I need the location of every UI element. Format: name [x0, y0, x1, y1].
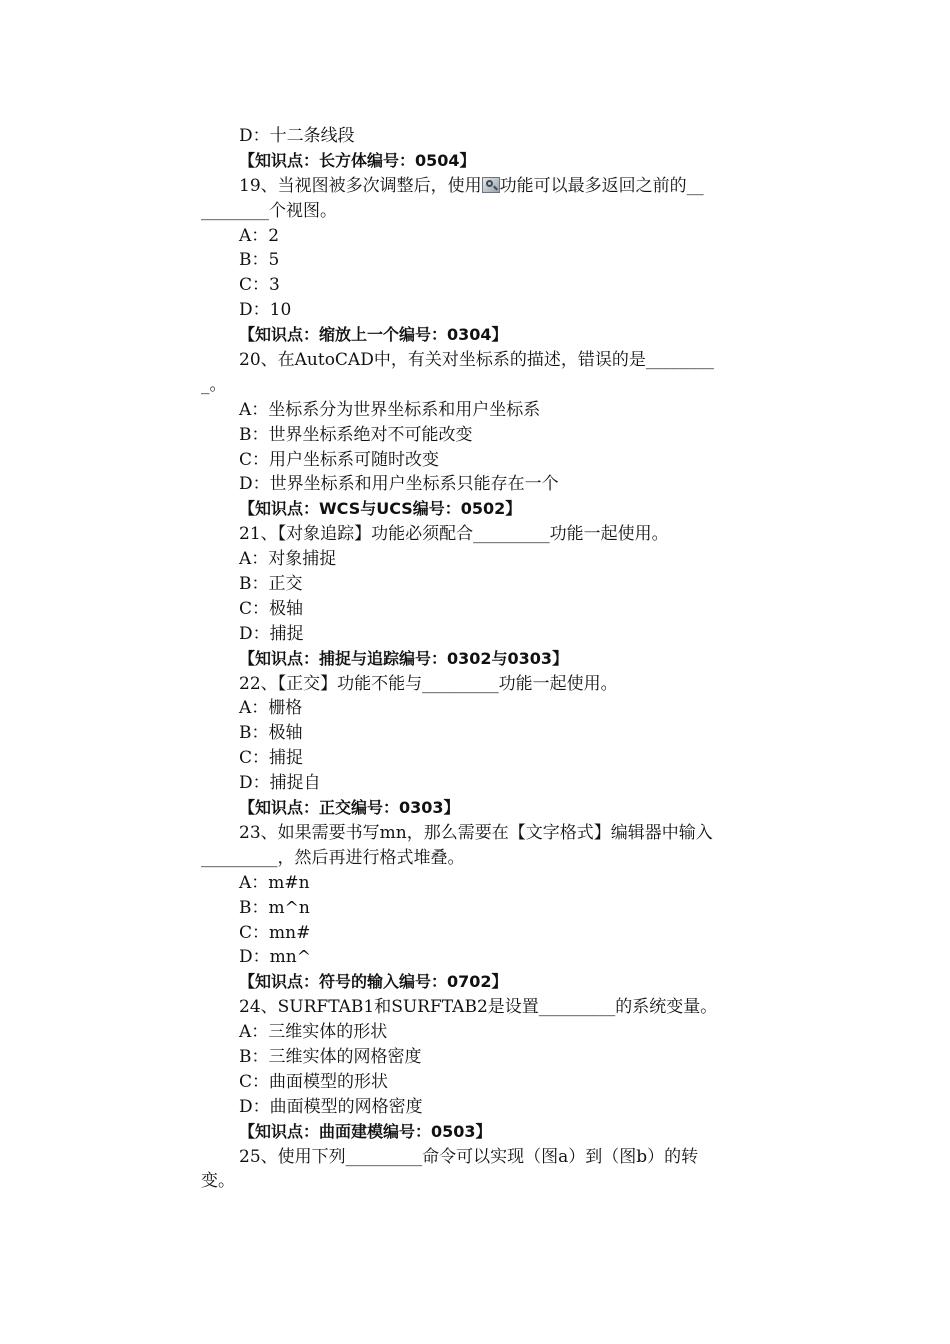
option-line: A：对象捕捉: [239, 549, 337, 570]
question-line: 24、SURFTAB1和SURFTAB2是设置_________的系统变量。: [239, 997, 718, 1018]
question-list: [201, 124, 766, 1194]
option-line: D：mn^: [239, 947, 311, 968]
option-line: D：捕捉: [239, 623, 304, 644]
question-continuation-line: ________个视图。: [201, 200, 337, 221]
question-text: 功能可以最多返回之前的__: [499, 175, 704, 196]
option-line: D：捕捉自: [239, 773, 321, 794]
question-line: 25、使用下列_________命令可以实现（图a）到（图b）的转: [239, 1146, 699, 1167]
option-line: D：曲面模型的网格密度: [239, 1096, 423, 1117]
option-line: C：mn#: [239, 922, 311, 943]
option-line: A：栅格: [239, 698, 303, 719]
knowledge-point-line: 【知识点：曲面建模编号：0503】: [239, 1121, 492, 1141]
question-text: 19、当视图被多次调整后，使用: [239, 175, 482, 196]
knowledge-point-line: 【知识点：正交编号：0303】: [239, 798, 460, 818]
option-line: A：三维实体的形状: [239, 1022, 388, 1043]
question-line: 23、如果需要书写mn，那么需要在【文字格式】编辑器中输入: [239, 822, 713, 843]
knowledge-point-line: 【知识点：缩放上一个编号：0304】: [239, 325, 508, 345]
question-line: [201, 174, 766, 199]
knowledge-point-line: 【知识点：长方体编号：0504】: [239, 150, 476, 170]
option-line: D：10: [239, 300, 292, 321]
question-line: 20、在AutoCAD中，有关对坐标系的描述，错误的是________: [239, 350, 714, 371]
knowledge-point-line: 【知识点：WCS与UCS编号：0502】: [239, 499, 522, 519]
question-continuation-line: _________，然后再进行格式堆叠。: [201, 847, 465, 868]
knowledge-point-line: 【知识点：捕捉与追踪编号：0302与0303】: [239, 648, 569, 668]
question-continuation-line: _。: [201, 374, 227, 395]
option-line: B：极轴: [239, 723, 303, 744]
option-line: A：2: [239, 225, 280, 246]
option-line: A：m#n: [239, 872, 310, 893]
option-line: A：坐标系分为世界坐标系和用户坐标系: [239, 399, 541, 420]
question-continuation-line: 变。: [201, 1171, 235, 1192]
option-line: C：3: [239, 275, 280, 296]
option-line: C：极轴: [239, 598, 304, 619]
question-line: 22、【正交】功能不能与_________功能一起使用。: [239, 673, 618, 694]
option-line: B：正交: [239, 574, 303, 595]
option-line: C：曲面模型的形状: [239, 1071, 389, 1092]
knowledge-point-line: 【知识点：符号的输入编号：0702】: [239, 972, 508, 992]
option-line: B：世界坐标系绝对不可能改变: [239, 424, 473, 445]
option-line: C：用户坐标系可随时改变: [239, 449, 440, 470]
option-line: B：5: [239, 250, 280, 271]
option-line: C：捕捉: [239, 748, 304, 769]
question-line: 21、【对象追踪】功能必须配合_________功能一起使用。: [239, 524, 669, 545]
zoom-previous-icon: [482, 177, 500, 193]
option-line: D：十二条线段: [239, 126, 355, 146]
option-line: B：三维实体的网格密度: [239, 1046, 422, 1067]
option-line: D：世界坐标系和用户坐标系只能存在一个: [239, 474, 559, 495]
option-line: B：m^n: [239, 897, 310, 918]
